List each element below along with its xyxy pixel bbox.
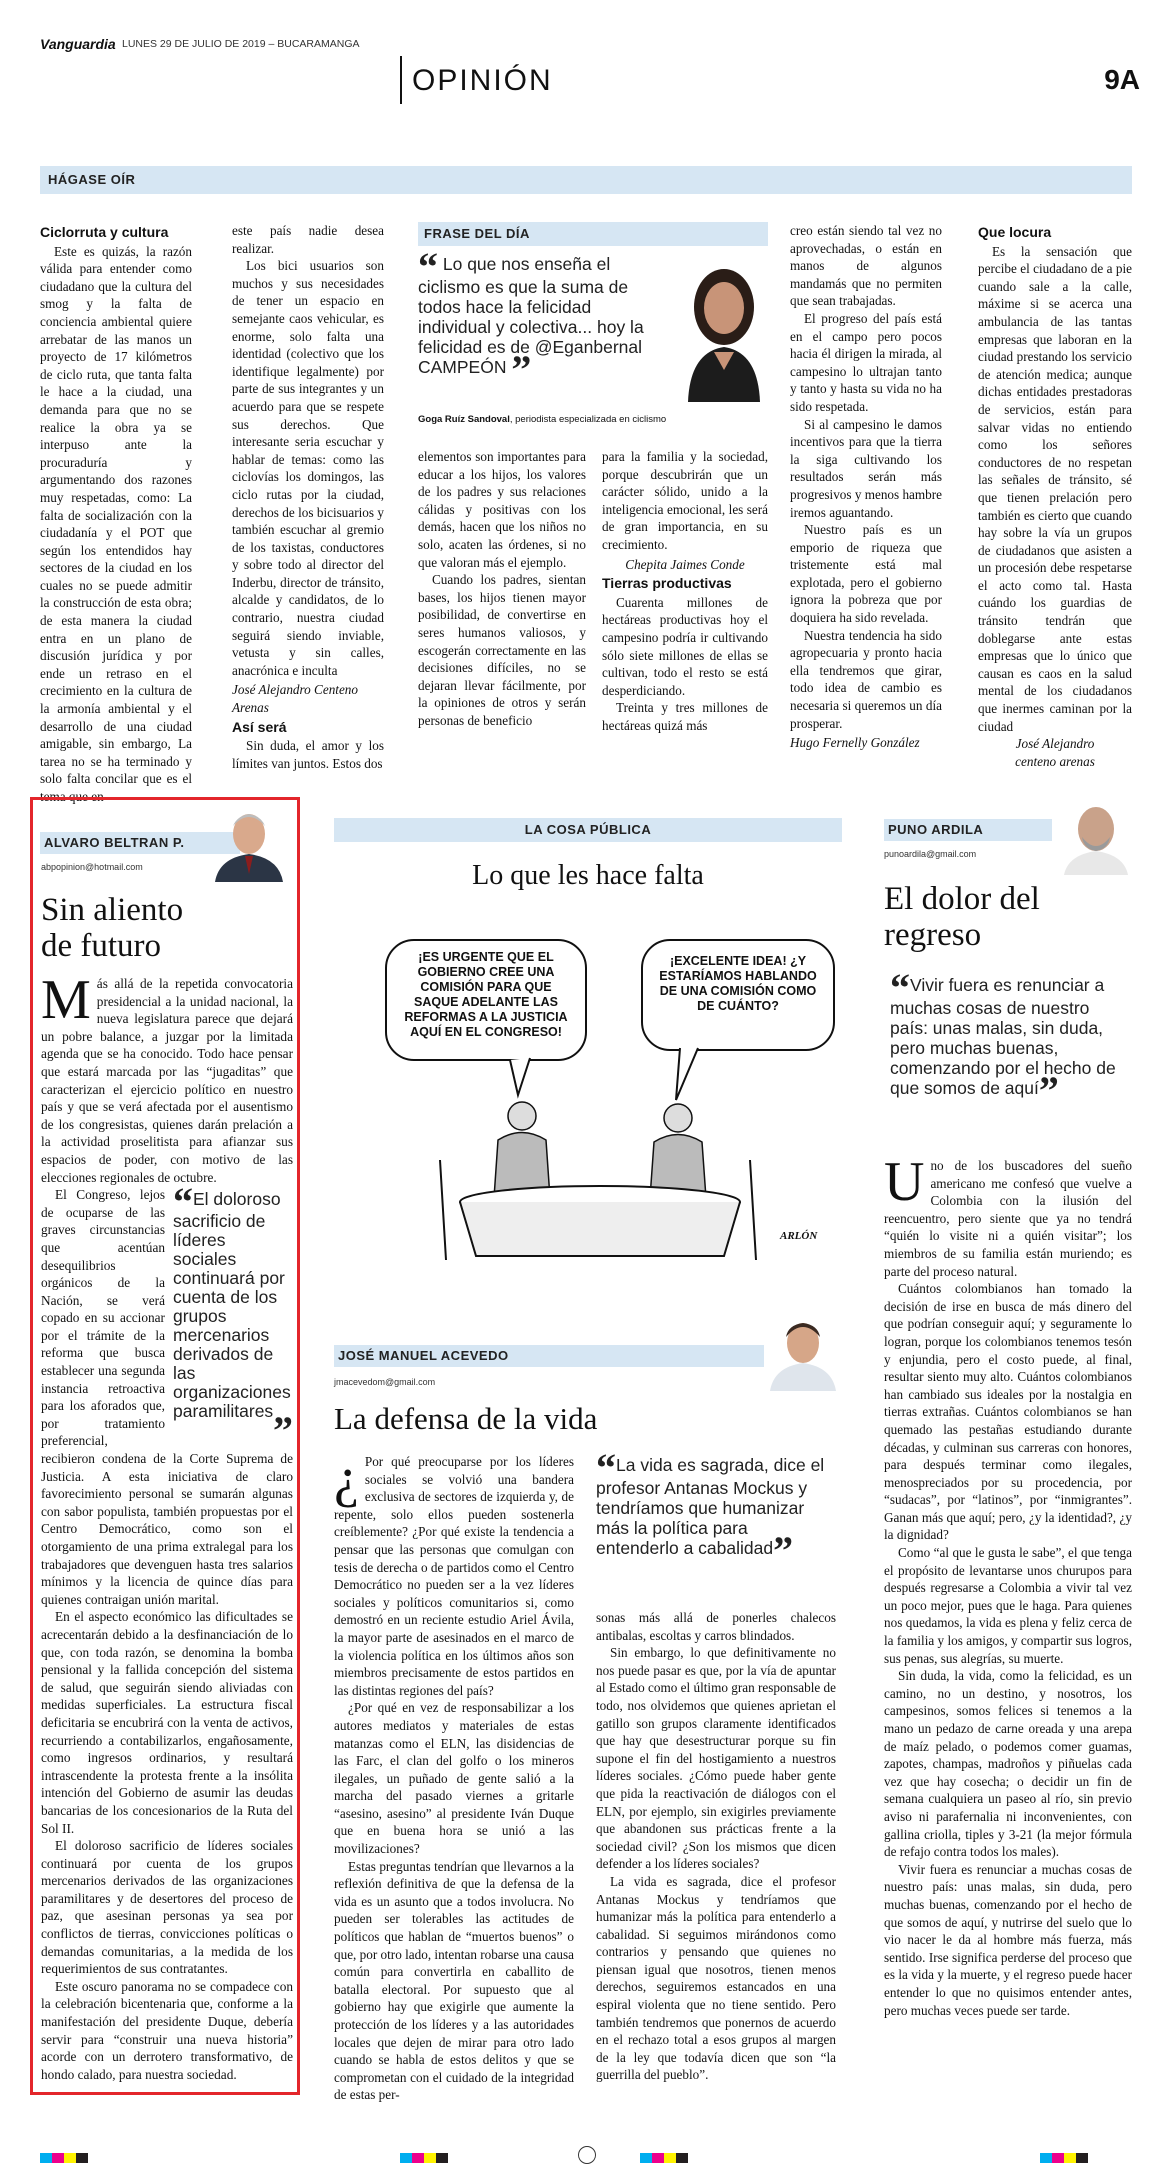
hagase-label: HÁGASE OÍR	[48, 172, 136, 187]
letter-title: Que locura	[978, 224, 1052, 240]
hagase-col6	[978, 222, 1132, 770]
masthead	[40, 34, 1140, 104]
jose-col1	[334, 1447, 574, 2104]
letter-body: creo están siendo tal vez no aprovechadas, o están en manos de algunos mandamás que no permiten que sean trabajadas.	[790, 223, 942, 309]
letter-body: Treinta y tres millones de hectáreas quizá más	[602, 700, 768, 733]
letter-title: Así será	[232, 718, 287, 735]
letter-title: Tierras productivas	[602, 575, 732, 592]
hagase-col4	[602, 448, 768, 735]
open-quote-icon: “	[173, 1179, 193, 1225]
open-quote-icon: “	[418, 244, 438, 289]
hagase-col1	[40, 222, 192, 806]
portrait-man-icon	[1060, 797, 1132, 875]
letter-signature: José Alejandro Centeno Arenas	[232, 682, 358, 716]
letter-body: El progreso del país está en el campo pero pocos hacia él dirigen la mirada, al campesino lo ultrajan tanto y tanto y hasta su vida no ha sido respetada.	[790, 310, 942, 414]
article-paragraph: Uno de los buscadores del sueño americano me confesó que vuelve a Colombia con la ilusión del reencuentro, pero siente que ya no tendrá “quién lo visite ni a quién visitar”; los miembros de su familia están muriendo; es parte del proceso natural.	[884, 1151, 1132, 1279]
letter-signature: Hugo Fernelly González	[790, 735, 920, 751]
cartoon-headline: Lo que les hace falta	[472, 860, 704, 891]
article-paragraph: Sin duda, la vida, como la felicidad, es un camino, no un destino, y nosotros, los campesinos, somos felices si tenemos a la mano un pedazo de carne oreada y una arepa de maíz pelado, o podemos comer guamas, zapotes, champas, madroños y piñuelas cada vez que hay cosecha; o decidir un fin de semana cualquiera un paseo al río, sin previo aviso ni parafernalia ni inconvenientes, con gallina criolla, tiples y 3-21 (la mejor fórmula de refajo contra todos los males).	[884, 1668, 1132, 1860]
jose-headline: La defensa de la vida	[334, 1401, 598, 1436]
letter-body: Es la sensación que percibe el ciudadano de a pie cuando sale a la calle, máxime si se acerca una ambulancia de las tantas empresas que laboran en la ciudad prestando los servicio de atención medica; aunque dichas entidades prestadoras de servicios, están para salvar vidas no entiendo como los señores conductores de no respetan las señales de tránsito, sé que tienen prelación pero también es cierto que cuando hay sobre la vía un grupos de ciudadanos que asisten a un procesión debe respetarse el acto como tal. Hasta cuándo los guardias de tránsito tendrán que doblegarse ante estas empresas que lo único que causan es caos en la salud mental de los ciudadanos que inermes caminan por la ciudad	[978, 243, 1132, 734]
letter-body: Nuestra tendencia ha sido agropecuaria y pronto hacia ella tendremos que girar, todo idea de cambio es necesaria si queremos un día prosperar.	[790, 627, 942, 731]
letter-body: este país nadie desea realizar.	[232, 223, 384, 256]
letter-body: Cuando los padres, sientan bases, los hijos tienen mayor posibilidad, de convertirse en seres humanos valiosos, y escogerán correctamente en las decisiones difíciles, no se dejaran llevar fácilmente, por la opiniones de otros y serán personas de beneficio	[418, 572, 586, 728]
letter-body: Si al campesino le damos incentivos para que la tierra la siga cultivando los resultados serán más progresivos y menos hambre iremos aguantando.	[790, 416, 942, 520]
jose-bar	[334, 1345, 764, 1367]
cartoon-signature: ARLÓN	[780, 1230, 818, 1242]
frase-credit	[418, 414, 768, 425]
puno-photo	[1060, 797, 1132, 875]
article-paragraph: ¿ Por qué preocuparse por los líderes sociales se volvió una bandera exclusiva de sectores de izquierda y, de repente, solo ellos pueden sostenerla creíblemente? ¿Por qué existe la tendencia a pensar que las personas que comulgan con tesis de derecha o de partidos como el Centro Democrático no pueden ser a la vez líderes sociales y políticos comunitarios si, como demostró en un reciente estudio Ariel Ávila, la mayor parte de asesinados en el marco de la violencia política en los últimos años son miembros precisamente de estos partidos en las distintas regiones del país?	[334, 1447, 574, 1698]
close-quote-icon: ”	[1038, 1068, 1059, 1113]
dropcap: M	[41, 969, 91, 1031]
article-paragraph: Más allá de la repetida convocatoria presidencial a la unidad nacional, la nueva legislatura parece que dejará un pobre balance, a juzgar por la limitada agenda que se ha conocido. Todo hace pensar que estará marcada por las “jugaditas” que caracterizan el ejercicio político en nuestro país y que se verá afectada por el ausentismo de los congresistas, quienes darán prelación a la actividad proselitista para afianzar sus espacios de poder, con motivo de las elecciones regionales de octubre.	[41, 969, 293, 1185]
frase-text: Lo que nos enseña el ciclismo es que la suma de todos hace la felicidad individual y colectiva... hoy la felicidad es de @Eganbernal CAMPEÓN	[418, 254, 644, 377]
cartoon-label: LA COSA PÚBLICA	[524, 822, 652, 837]
jose-pullquote: “La vida es sagrada, dice el profesor Antanas Mockus y tendríamos que humanizar más la política para entenderlo a cabalidad”	[596, 1445, 825, 1573]
frase-quote	[418, 244, 668, 392]
frase-label: FRASE DEL DÍA	[424, 226, 530, 241]
puno-headline: El dolor del regreso	[884, 881, 1040, 953]
puno-pullquote: “Vivir fuera es renunciar a muchas cosas de nuestro país: unas malas, sin duda, pero muchas buenas, comenzando por el hecho de que somos de aquí”	[890, 965, 1116, 1113]
hagase-col5	[790, 222, 942, 752]
letter-body: Nuestro país es un emporio de riqueza que tristemente está mal explotada, pero el gobierno ignora la pobreza que por doquiera ha sido revelada.	[790, 522, 942, 626]
portrait-woman-icon	[680, 252, 768, 402]
article-paragraph: Vivir fuera es renunciar a muchas cosas de nuestro país: unas malas, sin duda, pero muchas buenas, comenzando por el hecho de que somos de aquí, y nutrirse del suelo que lo vio nacer le da al hombre más fuerza, más sentido. Irse significa perderse del proceso que es la vida y la muerte, y el regreso puede hacer entender lo que no quisimos entender antes, pero muchas veces puede ser tarde.	[884, 1861, 1132, 2018]
section-divider	[400, 56, 402, 104]
dropcap: ¿	[334, 1447, 359, 1509]
frase-del-dia	[418, 222, 768, 432]
portrait-man-icon	[209, 804, 289, 882]
article-paragraph: ¿Por qué en vez de responsabilizar a los autores mediatos y materiales de estas matanzas como el ELN, las disidencias de las Farc, el clan del golfo o los mineros ilegales, un puñado de gente salió a la marcha del pasado viernes a gritarle “asesino, asesino” al presidente Iván Duque que en buena hora se unió a las movilizaciones?	[334, 1700, 574, 1857]
hagase-col3	[418, 448, 586, 730]
letter-signature: José Alejandro	[1015, 736, 1095, 752]
bubble-left-text: ¡ES URGENTE QUE EL GOBIERNO CREE UNA COMISIÓN PARA QUE SAQUE ADELANTE LAS REFORMAS A LA JUSTICIA AQUÍ EN EL CONGRESO!	[404, 950, 568, 1039]
close-quote-icon: ”	[511, 347, 532, 392]
frase-credit-name: Goga Ruíz Sandoval	[418, 414, 510, 425]
bubble-right-text: ¡EXCELENTE IDEA! ¿Y ESTARÍAMOS HABLANDO DE UNA COMISIÓN COMO DE CUÁNTO?	[659, 954, 817, 1013]
article-paragraph: sonas más allá de ponerles chalecos antibalas, escoltas y carros blindados.	[596, 1610, 836, 1643]
puno-bar	[884, 819, 1052, 841]
alvaro-body	[41, 969, 293, 2083]
color-bar-left	[40, 2150, 88, 2168]
cartoon-bar	[334, 818, 842, 842]
close-quote-icon: ”	[273, 1408, 293, 1454]
letter-signature: Chepita Jaimes Conde	[625, 556, 745, 572]
alvaro-photo	[209, 804, 289, 882]
jose-col2	[596, 1609, 836, 2084]
article-paragraph: Como “al que le gusta le sabe”, el que tenga el propósito de levantarse unos churupos para después regresarse a Colombia a vivir tal vez un poco mejor, pues que le haga. Para quienes nos quedamos, la vida es plena y feliz cerca de la familia y los amigos, y compartir sus logros, sus penas, sus alegrías, su muerte.	[884, 1545, 1132, 1666]
letter-body: Los bici usuarios son muchos y sus necesidades de tener un espacio en semejante caos vehicular, es enorme, solo falta una identidad (colectivo que los identifique legalmente) por parte de sus integrantes y un acuerdo para que se respete sus derechos. Que interesante seria escuchar y hablar de temas: como las ciclovías los domingos, las ciclo rutas por la ciudad, derechos de los bicisuarios y también escuchar al gremio de los taxistas, conductores y sobre todo al director del Inderbu, director de tránsito, alcalde y candidatos, de lo contrario, nuestra ciudad seguirá siendo inviable, vetusta y sin calles, anacrónica e inculta	[232, 258, 384, 678]
color-bar-right	[640, 2150, 688, 2168]
letter-body: Sin duda, el amor y los límites van juntos. Estos dos	[232, 738, 384, 771]
frase-bar	[418, 222, 768, 246]
alvaro-pullquote: “El doloroso sacrificio de líderes sociales continuará por cuenta de los grupos mercenarios derivados de las organizaciones paramilitares ”	[173, 1179, 293, 1454]
alvaro-email: abpopinion@hotmail.com	[41, 862, 143, 872]
registration-mark-icon	[578, 2146, 596, 2164]
alvaro-headline: Sin aliento de futuro	[41, 892, 184, 964]
letter-body: elementos son importantes para educar a los hijos, los valores de los padres y sus relaciones cálidas y positivas con los demás, hacen que los niños no solo, acaten las órdenes, si no que valoran más el ejemplo.	[418, 449, 586, 570]
page-number: 9A	[1104, 64, 1140, 95]
hagase-col2	[232, 222, 384, 772]
jose-photo	[764, 1311, 842, 1391]
article-paragraph: El doloroso sacrificio de líderes sociales continuará por cuenta de los grupos mercenarios derivados de las organizaciones paramilitares y de desertores del proceso de paz, que asesinan personas ya sea por conflictos de tierras, convicciones políticas o demandas comunitarias, a la medida de los requerimientos de sus contratantes.	[41, 1838, 293, 1977]
open-quote-icon: “	[890, 965, 910, 1010]
letter-body: Este es quizás, la razón válida para entender como ciudadano que la cultura del smog y la falta de conciencia ambiental quiere arrebatar de las manos un proyecto de 17 kilómetros de ciclo ruta, que tanta falta le hace a la ciudad, una demanda para que no se realice la obra ya se interpuso ante la procuraduría y argumentando dos razones muy respetadas, como: La falta de socialización con la ciudadanía y el POT que según los entendidos hay sectores de la ciudad en los cuales no se puede admitir la construcción de esta obra; de esta manera la ciudad entra en un plano de discusión jurídica y por ende un retraso en el crecimiento en la cultura de la armonía ambiental y el desarrollo de una ciudad amigable, sin embargo, La tarea no se ha terminado y solo falta concilar que es el tema que en	[40, 243, 192, 804]
portrait-man-icon	[764, 1311, 842, 1391]
puno-author: PUNO ARDILA	[888, 822, 984, 837]
article-paragraph: Cuántos colombianos han tomado la decisión de irse en busca de más dinero del que podrían conseguir aquí; y seguramente lo logran, porque los colombianos tenemos tesón y enjundia, pero el costo puede, al final, resultar siento muy alto. Cuántos colombianos han cambiado sus ideales por la nostalgia en tierras extrañas. Cuántos colombianos se han quemado las pestañas estudiando durante décadas, y culminan sus carreras con honores, para después terminar como ilegales, menospreciados por su procedencia, por “sudacas”, por “latinos”, por “inmigrantes”. Ganan más que aquí; pero, ¿y la identidad?, ¿y la dignidad?	[884, 1281, 1132, 1543]
letter-body: Cuarenta millones de hectáreas productivas hoy el campesino podría ir cultivando sólo siete millones de ellas se cultivan, todo el resto se está desperdiciando.	[602, 594, 768, 698]
letter-body: para la familia y la sociedad, porque descubrirán que un carácter sólido, unido a la inteligencia emocional, les será de gran importancia, en su crecimiento.	[602, 449, 768, 552]
color-bar-center	[400, 2150, 448, 2168]
puno-column	[884, 797, 1132, 2095]
article-paragraph: En el aspecto económico las dificultades se acrecentarán debido a la desfinanciación de lo que, con toda razón, se denomina la bomba pensional y la fallida concepción del sistema de salud, que seguirán siendo aliviadas con medidas superficiales. La estructura fiscal deficitaria se encubrirá con la venta de activos, recurriendo a contabilizarlos, engañosamente, como ingresos ordinarios, y resultará intrascendente la protesta frente a la insólita intención del Gobierno de asumir las deudas bancarias de los concesionarios de la Ruta del Sol II.	[41, 1609, 293, 1836]
section-title: OPINIÓN	[412, 64, 553, 97]
frase-photo	[680, 252, 768, 402]
puno-body	[884, 1151, 1132, 2019]
letter-signature: centeno arenas	[1015, 753, 1095, 769]
alvaro-author: ALVARO BELTRAN P.	[44, 835, 185, 850]
article-paragraph: Este oscuro panorama no se compadece con la celebración bicentenaria que, conforme a la manifestación del presidente Duque, debería servir para “construir una nueva historia” acorde con un derrotero transformativo, de hondo calado, para nuestra sociedad.	[41, 1978, 293, 2082]
frase-credit-role: , periodista especializada en ciclismo	[509, 414, 667, 425]
article-paragraph: Sin embargo, lo que definitivamente no nos puede pasar es que, por la vía de apuntar al Estado como el último gran responsable de todo, nos olvidemos que quienes aprietan el gatillo son grupos claramente identificados que hay que desestructurar porque su fin supone el fin del hostigamiento a nuestros líderes sociales. ¿Cómo puede haber gente que pida la reactivación de diálogos con el ELN, por ejemplo, sin exigirles previamente que abandonen sus prácticas frente a la sociedad civil? ¿Son los mismos que dicen defender a los líderes sociales?	[596, 1645, 836, 1872]
dropcap: U	[884, 1151, 925, 1213]
color-bar-far-right	[1040, 2150, 1088, 2168]
cartoon	[380, 920, 840, 1270]
hagase-bar	[40, 166, 1132, 194]
alvaro-column	[30, 797, 300, 2095]
jose-column	[334, 1305, 842, 2103]
jose-email: jmacevedom@gmail.com	[334, 1377, 436, 1387]
dateline: LUNES 29 DE JULIO DE 2019 – BUCARAMANGA	[122, 38, 360, 50]
article-paragraph: Estas preguntas tendrían que llevarnos a la reflexión definitiva de que la defensa de la vida es un asunto que a todos involucra. No pueden ser tolerables las actitudes de políticos que hablan de “muertos buenos” o que, por otro lado, intentan robarse una causa común para convertirla en caballito de batalla electoral. Por supuesto que al gobierno hay que exigirle que aumente la protección de los líderes y a las autoridades locales que dejen de mirar para otro lado cuando se habla de estos delitos y que se comprometan con el cuidado de la integridad de estas per-	[334, 1858, 574, 2103]
article-paragraph: La vida es sagrada, dice el profesor Antanas Mockus y tendríamos que humanizar más la política para entenderlo a cabalidad. Si seguimos mirándonos como contrarios y pensando que quienes no piensan igual que nosotros, tienen menos derechos, seguiremos estancados en una espiral violenta que no tiene sentido. Pero también tendremos que ponernos de acuerdo en el rechazo total a esos grupos al margen de la ley que todavía dicen que son “la guerrilla del pueblo”.	[596, 1873, 836, 2083]
close-quote-icon: ”	[773, 1528, 794, 1573]
puno-email: punoardila@gmail.com	[884, 849, 977, 859]
open-quote-icon: “	[596, 1445, 616, 1490]
letter-title: Ciclorruta y cultura	[40, 224, 169, 240]
article-paragraph: “El doloroso sacrificio de líderes sociales continuará por cuenta de los grupos mercenarios derivados de las organizaciones paramilitares ” El Congreso, lejos de ocuparse de las graves circunstancias que acentúan desequilibrios orgánicos de la Nación, se verá copado en su accionar por el trámite de la reforma que busca establecer una segunda instancia retroactiva para los aforados que, por tratamiento preferencial, recibieron condena de la Corte Suprema de Justicia. A esta iniciativa de claro favorecimiento personal se sumarán algunas con sabor populista, también propuestas por el Centro Democrático, como son el otorgamiento de una prima extralegal para los trabajadores que devenguen hasta tres salarios mínimos y la licencia de quince días para quienes contraigan unión marital.	[41, 1179, 293, 1607]
brand-logo: Vanguardia	[40, 36, 116, 52]
jose-author: JOSÉ MANUEL ACEVEDO	[338, 1348, 509, 1363]
